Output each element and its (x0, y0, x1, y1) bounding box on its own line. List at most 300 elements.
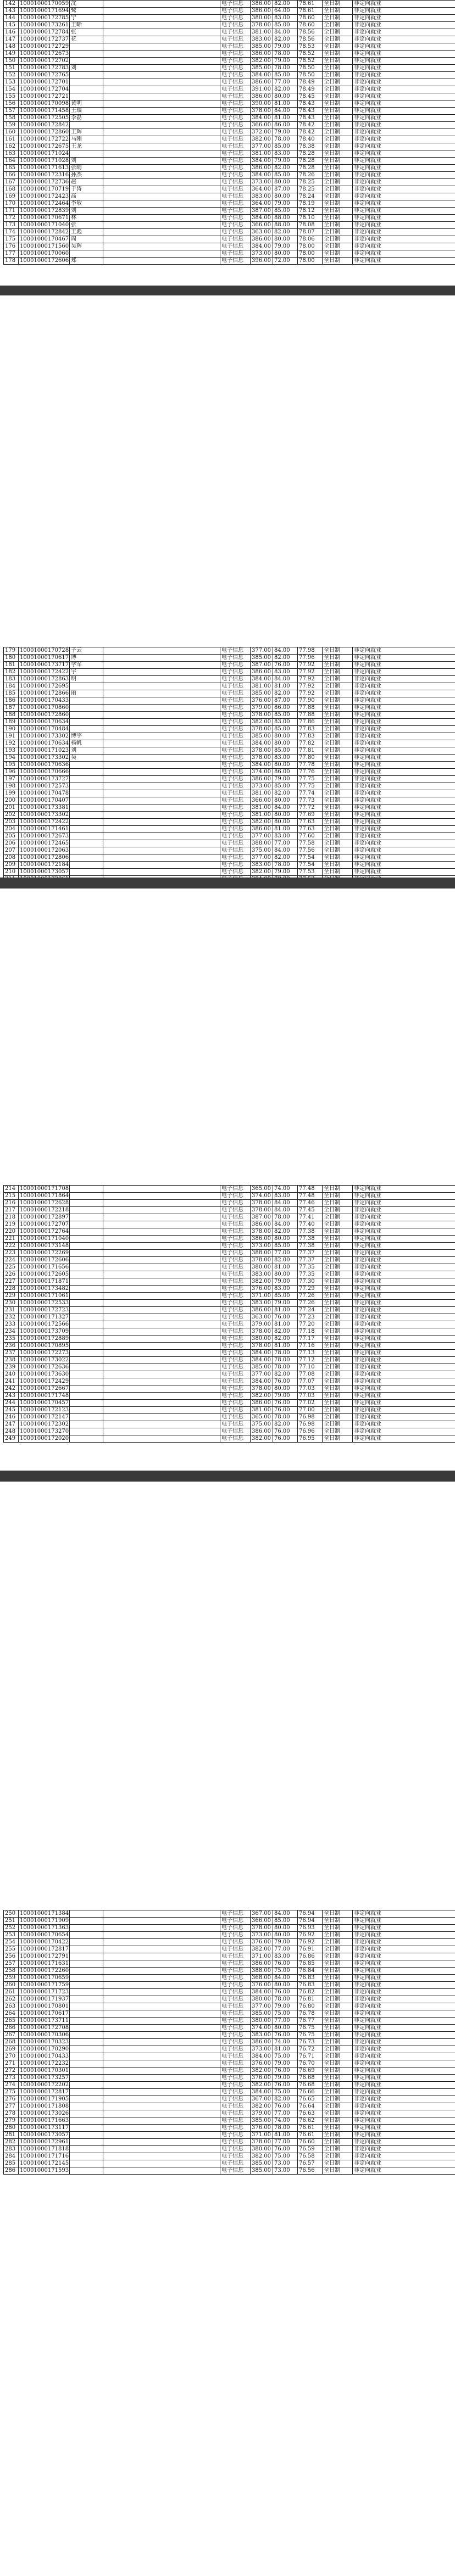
table-row (4, 2103, 455, 2110)
total-score-cell: 76.64 (298, 2103, 323, 2110)
total-score-cell: 76.73 (298, 2039, 323, 2046)
exam-id-cell: 10001000172605 (19, 1271, 70, 1278)
blank-cell (103, 2053, 220, 2060)
exam-id-cell: 10001000172422 (19, 819, 70, 826)
table-row (4, 179, 455, 186)
employment-type-cell: 非定向就业 (353, 1336, 455, 1343)
exam-id-cell: 10001000171363 (19, 1925, 70, 1932)
major-cell: 电子信息 (220, 122, 251, 129)
name-cell (70, 683, 103, 690)
exam-id-cell: 10001000171327 (19, 1314, 70, 1321)
total-score-cell: 77.08 (298, 1371, 323, 1378)
exam-id-cell: 10001000172423 (19, 193, 70, 200)
employment-type-cell: 非定向就业 (353, 236, 455, 243)
rank-cell: 219 (4, 1221, 19, 1228)
study-mode-cell: 全日制 (323, 15, 353, 22)
blank-cell (103, 158, 220, 165)
initial-score-cell: 381.00 (251, 1407, 273, 1414)
rank-cell: 259 (4, 1975, 19, 1982)
study-mode-cell: 全日制 (323, 1393, 353, 1400)
name-cell: 周 (70, 236, 103, 243)
study-mode-cell: 全日制 (323, 1960, 353, 1968)
table-row (4, 804, 455, 812)
total-score-cell: 77.35 (298, 1264, 323, 1271)
study-mode-cell: 全日制 (323, 1193, 353, 1200)
blank-cell (103, 1257, 220, 1264)
blank-cell (103, 65, 220, 72)
employment-type-cell: 非定向就业 (353, 86, 455, 93)
table-row (4, 258, 455, 265)
name-cell: 学军 (70, 662, 103, 669)
blank-cell (103, 712, 220, 719)
employment-type-cell: 非定向就业 (353, 186, 455, 193)
retest-score-cell: 78.00 (273, 2125, 298, 2132)
major-cell: 电子信息 (220, 790, 251, 797)
employment-type-cell: 非定向就业 (353, 2003, 455, 2010)
exam-id-cell: 10001000170422 (19, 1939, 70, 1946)
total-score-cell: 78.50 (298, 72, 323, 79)
exam-id-cell: 10001000173261 (19, 22, 70, 29)
employment-type-cell: 非定向就业 (353, 143, 455, 150)
exam-id-cell: 10001000172422 (19, 669, 70, 676)
employment-type-cell: 非定向就业 (353, 776, 455, 783)
exam-id-cell: 10001000173302 (19, 812, 70, 819)
name-cell (70, 854, 103, 862)
total-score-cell: 78.38 (298, 143, 323, 150)
table-row (4, 1193, 455, 1200)
rank-cell: 225 (4, 1264, 19, 1271)
study-mode-cell: 全日制 (323, 100, 353, 108)
initial-score-cell: 385.00 (251, 655, 273, 662)
blank-cell (103, 1400, 220, 1407)
study-mode-cell: 全日制 (323, 86, 353, 93)
rank-cell: 234 (4, 1328, 19, 1336)
total-score-cell: 77.35 (298, 1271, 323, 1278)
blank-cell (103, 2103, 220, 2110)
exam-id-cell: 10001000172707 (19, 1221, 70, 1228)
exam-id-cell: 10001000171818 (19, 2146, 70, 2153)
retest-score-cell: 80.00 (273, 193, 298, 200)
study-mode-cell: 全日制 (323, 1400, 353, 1407)
name-cell (70, 819, 103, 826)
name-cell (70, 1207, 103, 1214)
initial-score-cell: 377.00 (251, 2003, 273, 2010)
exam-id-cell: 10001000172123 (19, 1407, 70, 1414)
exam-id-cell: 10001000172273 (19, 1350, 70, 1357)
employment-type-cell: 非定向就业 (353, 43, 455, 51)
exam-id-cell: 10001000170457 (19, 1400, 70, 1407)
table-row (4, 1385, 455, 1393)
study-mode-cell: 全日制 (323, 2003, 353, 2010)
exam-id-cell: 10001000172863 (19, 676, 70, 683)
retest-score-cell: 85.00 (273, 172, 298, 179)
table-row (4, 1336, 455, 1343)
rank-cell: 168 (4, 186, 19, 193)
blank-cell (103, 150, 220, 158)
exam-id-cell: 10001000170301 (19, 2067, 70, 2075)
initial-score-cell: 371.00 (251, 2132, 273, 2139)
exam-id-cell: 10001000170728 (19, 647, 70, 655)
initial-score-cell: 385.00 (251, 43, 273, 51)
total-score-cell: 77.29 (298, 1286, 323, 1293)
total-score-cell: 77.92 (298, 676, 323, 683)
major-cell: 电子信息 (220, 683, 251, 690)
exam-id-cell: 10001000172842 (19, 229, 70, 236)
name-cell (70, 762, 103, 769)
initial-score-cell: 378.00 (251, 1207, 273, 1214)
exam-id-cell: 10001000173381 (19, 804, 70, 812)
exam-id-cell: 10001000172784 (19, 29, 70, 36)
blank-cell (103, 1918, 220, 1925)
exam-id-cell: 10001000170467 (19, 236, 70, 243)
exam-id-cell: 10001000172842 (19, 122, 70, 129)
exam-id-cell: 10001000172701 (19, 79, 70, 86)
rank-cell: 244 (4, 1400, 19, 1407)
exam-id-cell: 10001000171748 (19, 1393, 70, 1400)
retest-score-cell: 84.00 (273, 1200, 298, 1207)
exam-id-cell: 10001000172232 (19, 2060, 70, 2067)
major-cell: 电子信息 (220, 1293, 251, 1300)
employment-type-cell: 非定向就业 (353, 1293, 455, 1300)
study-mode-cell: 全日制 (323, 1975, 353, 1982)
retest-score-cell: 81.00 (273, 683, 298, 690)
name-cell: 明 (70, 676, 103, 683)
name-cell (70, 2125, 103, 2132)
exam-id-cell: 10001000172695 (19, 683, 70, 690)
total-score-cell: 78.49 (298, 79, 323, 86)
major-cell: 电子信息 (220, 108, 251, 115)
name-cell (70, 712, 103, 719)
initial-score-cell: 379.00 (251, 705, 273, 712)
major-cell: 电子信息 (220, 1286, 251, 1293)
major-cell: 电子信息 (220, 2039, 251, 2046)
table-row (4, 72, 455, 79)
rank-cell: 222 (4, 1243, 19, 1250)
major-cell: 电子信息 (220, 1428, 251, 1435)
exam-id-cell: 10001000170290 (19, 2046, 70, 2053)
blank-cell (103, 1300, 220, 1307)
major-cell: 电子信息 (220, 2046, 251, 2053)
initial-score-cell: 382.00 (251, 719, 273, 726)
retest-score-cell: 73.00 (273, 2167, 298, 2175)
employment-type-cell: 非定向就业 (353, 2025, 455, 2032)
initial-score-cell: 387.00 (251, 208, 273, 215)
name-cell (70, 797, 103, 804)
total-score-cell: 76.66 (298, 2089, 323, 2096)
study-mode-cell: 全日制 (323, 1364, 353, 1371)
employment-type-cell: 非定向就业 (353, 1207, 455, 1214)
major-cell: 电子信息 (220, 1932, 251, 1939)
total-score-cell: 77.83 (298, 733, 323, 740)
table-row (4, 1421, 455, 1428)
initial-score-cell: 377.00 (251, 1371, 273, 1378)
table-row (4, 186, 455, 193)
employment-type-cell: 非定向就业 (353, 1257, 455, 1264)
total-score-cell: 76.75 (298, 2032, 323, 2039)
blank-cell (103, 804, 220, 812)
employment-type-cell: 非定向就业 (353, 2110, 455, 2117)
major-cell: 电子信息 (220, 1975, 251, 1982)
employment-type-cell: 非定向就业 (353, 79, 455, 86)
major-cell: 电子信息 (220, 2060, 251, 2067)
name-cell: 花 (70, 36, 103, 43)
table-row (4, 1, 455, 8)
major-cell: 电子信息 (220, 1364, 251, 1371)
page-separator (0, 878, 455, 889)
study-mode-cell: 全日制 (323, 797, 353, 804)
table-row (4, 2153, 455, 2160)
exam-id-cell: 10001000170306 (19, 2032, 70, 2039)
major-cell: 电子信息 (220, 826, 251, 833)
rank-cell: 215 (4, 1193, 19, 1200)
study-mode-cell: 全日制 (323, 243, 353, 250)
total-score-cell: 76.77 (298, 2018, 323, 2025)
study-mode-cell: 全日制 (323, 1186, 353, 1193)
table-row (4, 690, 455, 697)
employment-type-cell: 非定向就业 (353, 740, 455, 747)
total-score-cell: 76.68 (298, 2082, 323, 2089)
major-cell: 电子信息 (220, 1243, 251, 1250)
employment-type-cell: 非定向就业 (353, 100, 455, 108)
rank-cell: 185 (4, 690, 19, 697)
total-score-cell: 77.72 (298, 804, 323, 812)
rank-cell: 257 (4, 1960, 19, 1968)
name-cell: 张 (70, 222, 103, 229)
rank-cell: 231 (4, 1307, 19, 1314)
table-row (4, 108, 455, 115)
exam-id-cell: 10001000171593 (19, 2167, 70, 2175)
exam-id-cell: 10001000172063 (19, 847, 70, 854)
name-cell: 王彪 (70, 229, 103, 236)
exam-id-cell: 10001000172673 (19, 833, 70, 840)
name-cell (70, 2160, 103, 2167)
exam-id-cell: 10001000171061 (19, 1293, 70, 1300)
table-row (4, 1435, 455, 1443)
retest-score-cell: 78.00 (273, 1214, 298, 1221)
blank-cell (103, 2082, 220, 2089)
rank-cell: 238 (4, 1357, 19, 1364)
total-score-cell: 78.28 (298, 158, 323, 165)
employment-type-cell: 非定向就业 (353, 1407, 455, 1414)
table-row (4, 2039, 455, 2046)
retest-score-cell: 73.00 (273, 2160, 298, 2167)
blank-cell (103, 86, 220, 93)
table-row (4, 2003, 455, 2010)
exam-id-cell: 10001000171028 (19, 158, 70, 165)
initial-score-cell: 388.00 (251, 840, 273, 847)
initial-score-cell: 376.00 (251, 1939, 273, 1946)
rank-cell: 154 (4, 86, 19, 93)
employment-type-cell: 非定向就业 (353, 1428, 455, 1435)
name-cell (70, 783, 103, 790)
table-row (4, 862, 455, 869)
initial-score-cell: 381.00 (251, 790, 273, 797)
initial-score-cell: 378.00 (251, 1925, 273, 1932)
major-cell: 电子信息 (220, 150, 251, 158)
study-mode-cell: 全日制 (323, 1300, 353, 1307)
retest-score-cell: 83.00 (273, 1953, 298, 1960)
rank-cell: 184 (4, 683, 19, 690)
retest-score-cell: 79.00 (273, 2075, 298, 2082)
name-cell (70, 833, 103, 840)
employment-type-cell: 非定向就业 (353, 1321, 455, 1328)
study-mode-cell: 全日制 (323, 683, 353, 690)
total-score-cell: 78.60 (298, 15, 323, 22)
retest-score-cell: 81.00 (273, 1343, 298, 1350)
study-mode-cell: 全日制 (323, 36, 353, 43)
exam-id-cell: 10001000172764 (19, 1228, 70, 1236)
blank-cell (103, 15, 220, 22)
exam-id-cell: 10001000173711 (19, 2018, 70, 2025)
retest-score-cell: 84.00 (273, 647, 298, 655)
table-row (4, 86, 455, 93)
study-mode-cell: 全日制 (323, 1307, 353, 1314)
employment-type-cell: 非定向就业 (353, 1946, 455, 1953)
rank-cell: 190 (4, 726, 19, 733)
blank-cell (103, 2032, 220, 2039)
rank-cell: 226 (4, 1271, 19, 1278)
major-cell: 电子信息 (220, 862, 251, 869)
blank-cell (103, 1264, 220, 1271)
name-cell (70, 804, 103, 812)
total-score-cell: 78.42 (298, 122, 323, 129)
rank-cell: 156 (4, 100, 19, 108)
blank-cell (103, 2025, 220, 2032)
name-cell (70, 1378, 103, 1385)
blank-cell (103, 1250, 220, 1257)
major-cell: 电子信息 (220, 1414, 251, 1421)
initial-score-cell: 374.00 (251, 2025, 273, 2032)
table-row (4, 143, 455, 150)
initial-score-cell: 376.00 (251, 2125, 273, 2132)
name-cell (70, 1236, 103, 1243)
exam-id-cell: 10001000172961 (19, 2139, 70, 2146)
retest-score-cell: 74.00 (273, 2039, 298, 2046)
initial-score-cell: 371.00 (251, 1953, 273, 1960)
total-score-cell: 76.70 (298, 2060, 323, 2067)
table-row (4, 1314, 455, 1321)
initial-score-cell: 382.00 (251, 2067, 273, 2075)
table-row (4, 100, 455, 108)
retest-score-cell: 82.00 (273, 1228, 298, 1236)
table-row (4, 1414, 455, 1421)
major-cell: 电子信息 (220, 2153, 251, 2160)
study-mode-cell: 全日制 (323, 1286, 353, 1293)
name-cell (70, 1214, 103, 1221)
initial-score-cell: 378.00 (251, 755, 273, 762)
exam-id-cell: 10001000173026 (19, 2110, 70, 2117)
total-score-cell: 78.26 (298, 172, 323, 179)
initial-score-cell: 365.00 (251, 1414, 273, 1421)
table-row (4, 1932, 455, 1939)
exam-id-cell: 10001000170478 (19, 790, 70, 797)
initial-score-cell: 386.00 (251, 51, 273, 58)
employment-type-cell: 非定向就业 (353, 1364, 455, 1371)
employment-type-cell: 非定向就业 (353, 662, 455, 669)
major-cell: 电子信息 (220, 250, 251, 258)
total-score-cell: 77.60 (298, 833, 323, 840)
rank-cell: 143 (4, 8, 19, 15)
employment-type-cell: 非定向就业 (353, 1350, 455, 1357)
study-mode-cell: 全日制 (323, 1321, 353, 1328)
employment-type-cell: 非定向就业 (353, 705, 455, 712)
study-mode-cell: 全日制 (323, 1371, 353, 1378)
exam-id-cell: 10001000173630 (19, 1371, 70, 1378)
study-mode-cell: 全日制 (323, 215, 353, 222)
major-cell: 电子信息 (220, 733, 251, 740)
rank-cell: 186 (4, 697, 19, 705)
study-mode-cell: 全日制 (323, 804, 353, 812)
table-row (4, 2010, 455, 2018)
table-row (4, 2067, 455, 2075)
initial-score-cell: 383.00 (251, 36, 273, 43)
table-row (4, 1968, 455, 1975)
total-score-cell: 78.00 (298, 250, 323, 258)
employment-type-cell: 非定向就业 (353, 2032, 455, 2039)
table-row (4, 65, 455, 72)
initial-score-cell: 380.00 (251, 1264, 273, 1271)
study-mode-cell: 全日制 (323, 2117, 353, 2125)
initial-score-cell: 378.00 (251, 1328, 273, 1336)
exam-id-cell: 10001000170895 (19, 1343, 70, 1350)
retest-score-cell: 81.00 (273, 2132, 298, 2139)
initial-score-cell: 381.00 (251, 812, 273, 819)
major-cell: 电子信息 (220, 2103, 251, 2110)
blank-cell (103, 179, 220, 186)
employment-type-cell: 非定向就业 (353, 2046, 455, 2053)
rank-cell: 202 (4, 812, 19, 819)
name-cell (70, 1421, 103, 1428)
total-score-cell: 78.19 (298, 200, 323, 208)
initial-score-cell: 363.00 (251, 229, 273, 236)
retest-score-cell: 79.00 (273, 58, 298, 65)
table-row (4, 869, 455, 876)
employment-type-cell: 非定向就业 (353, 1, 455, 8)
employment-type-cell: 非定向就业 (353, 733, 455, 740)
study-mode-cell: 全日制 (323, 647, 353, 655)
rank-cell: 171 (4, 208, 19, 215)
blank-cell (103, 2075, 220, 2082)
major-cell: 电子信息 (220, 2053, 251, 2060)
rank-cell: 181 (4, 662, 19, 669)
retest-score-cell: 79.00 (273, 200, 298, 208)
retest-score-cell: 76.00 (273, 662, 298, 669)
employment-type-cell: 非定向就业 (353, 1371, 455, 1378)
rank-cell: 209 (4, 862, 19, 869)
major-cell: 电子信息 (220, 2110, 251, 2117)
blank-cell (103, 2117, 220, 2125)
initial-score-cell: 378.00 (251, 1343, 273, 1350)
initial-score-cell: 384.00 (251, 215, 273, 222)
blank-cell (103, 1968, 220, 1975)
name-cell (70, 1364, 103, 1371)
blank-cell (103, 1350, 220, 1357)
exam-id-cell: 10001000172806 (19, 854, 70, 862)
employment-type-cell: 非定向就业 (353, 1960, 455, 1968)
major-cell: 电子信息 (220, 1236, 251, 1243)
retest-score-cell: 76.00 (273, 1314, 298, 1321)
blank-cell (103, 840, 220, 847)
blank-cell (103, 1328, 220, 1336)
initial-score-cell: 382.00 (251, 1393, 273, 1400)
blank-cell (103, 172, 220, 179)
retest-score-cell: 83.00 (273, 1193, 298, 1200)
exam-id-cell: 10001000173717 (19, 662, 70, 669)
blank-cell (103, 2153, 220, 2160)
blank-cell (103, 1989, 220, 1996)
study-mode-cell: 全日制 (323, 2103, 353, 2110)
major-cell: 电子信息 (220, 726, 251, 733)
